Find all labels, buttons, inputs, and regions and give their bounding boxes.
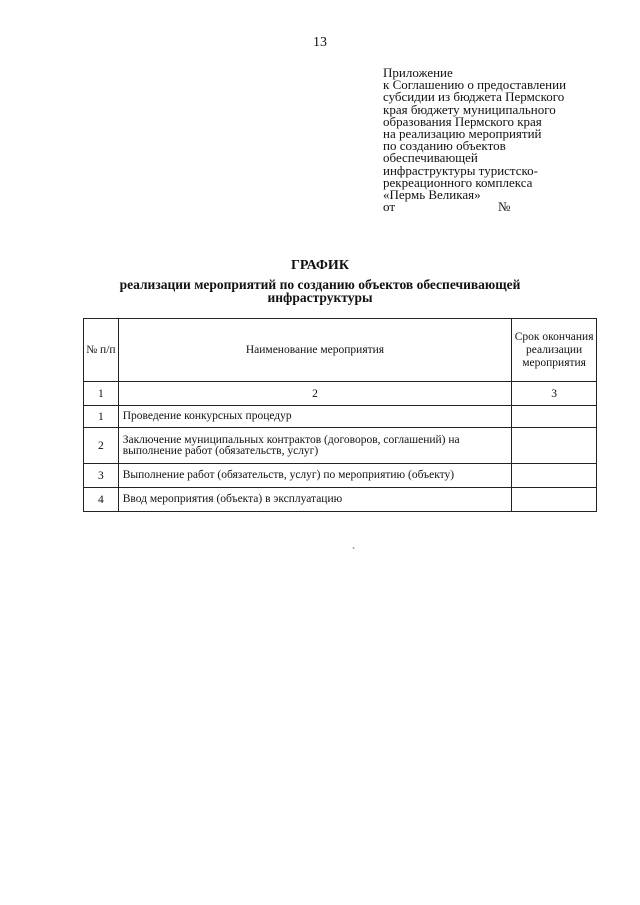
row-num: 3 bbox=[84, 464, 119, 488]
appendix-line: по созданию объектов bbox=[383, 138, 506, 154]
number-label: № bbox=[498, 199, 511, 215]
header-num: № п/п bbox=[84, 319, 119, 382]
column-number: 1 bbox=[84, 382, 119, 406]
appendix-line: субсидии из бюджета Пермского bbox=[383, 89, 565, 105]
document-subtitle: реализации мероприятий по созданию объектов обеспечивающей инфраструктуры bbox=[119, 277, 521, 305]
appendix-line: образования Пермского края bbox=[383, 113, 542, 129]
appendix-line: обеспечивающей bbox=[383, 150, 478, 166]
row-term bbox=[512, 406, 597, 428]
appendix-block bbox=[383, 67, 618, 213]
column-number: 3 bbox=[512, 382, 597, 406]
table-header-row bbox=[84, 319, 597, 382]
row-name: Проведение конкурсных процедур bbox=[118, 406, 511, 428]
row-name: Ввод мероприятия (объекта) в эксплуатацию bbox=[118, 488, 511, 512]
appendix-line: рекреационного комплекса bbox=[383, 174, 533, 190]
row-num: 1 bbox=[84, 406, 119, 428]
appendix-date-line bbox=[383, 201, 618, 213]
table-row bbox=[84, 406, 597, 428]
page-number: 13 bbox=[313, 35, 327, 50]
stray-mark: ` bbox=[352, 547, 356, 558]
column-number: 2 bbox=[118, 382, 511, 406]
header-term: Срок окончания реализации мероприятия bbox=[512, 319, 597, 382]
appendix-line: края бюджету муниципального bbox=[383, 101, 556, 117]
table-row bbox=[84, 464, 597, 488]
row-term bbox=[512, 464, 597, 488]
row-num: 2 bbox=[84, 428, 119, 464]
row-name: Заключение муниципальных контрактов (договоров, соглашений) на выполнение работ (обязательств, услуг) bbox=[118, 428, 511, 464]
appendix-line: на реализацию мероприятий bbox=[383, 126, 542, 142]
document-title: ГРАФИК bbox=[291, 258, 349, 273]
row-name: Выполнение работ (обязательств, услуг) по мероприятию (объекту) bbox=[118, 464, 511, 488]
row-num: 4 bbox=[84, 488, 119, 512]
appendix-line: инфраструктуры туристско- bbox=[383, 162, 539, 178]
row-term bbox=[512, 428, 597, 464]
header-name: Наименование мероприятия bbox=[118, 319, 511, 382]
row-term bbox=[512, 488, 597, 512]
date-label: от bbox=[383, 199, 396, 215]
appendix-line: «Пермь Великая» bbox=[383, 187, 481, 203]
appendix-line: Приложение bbox=[383, 65, 453, 80]
column-numbers-row bbox=[84, 382, 597, 406]
appendix-line: к Соглашению о предоставлении bbox=[383, 77, 567, 93]
table-row bbox=[84, 428, 597, 464]
schedule-table bbox=[83, 318, 597, 512]
table-row bbox=[84, 488, 597, 512]
